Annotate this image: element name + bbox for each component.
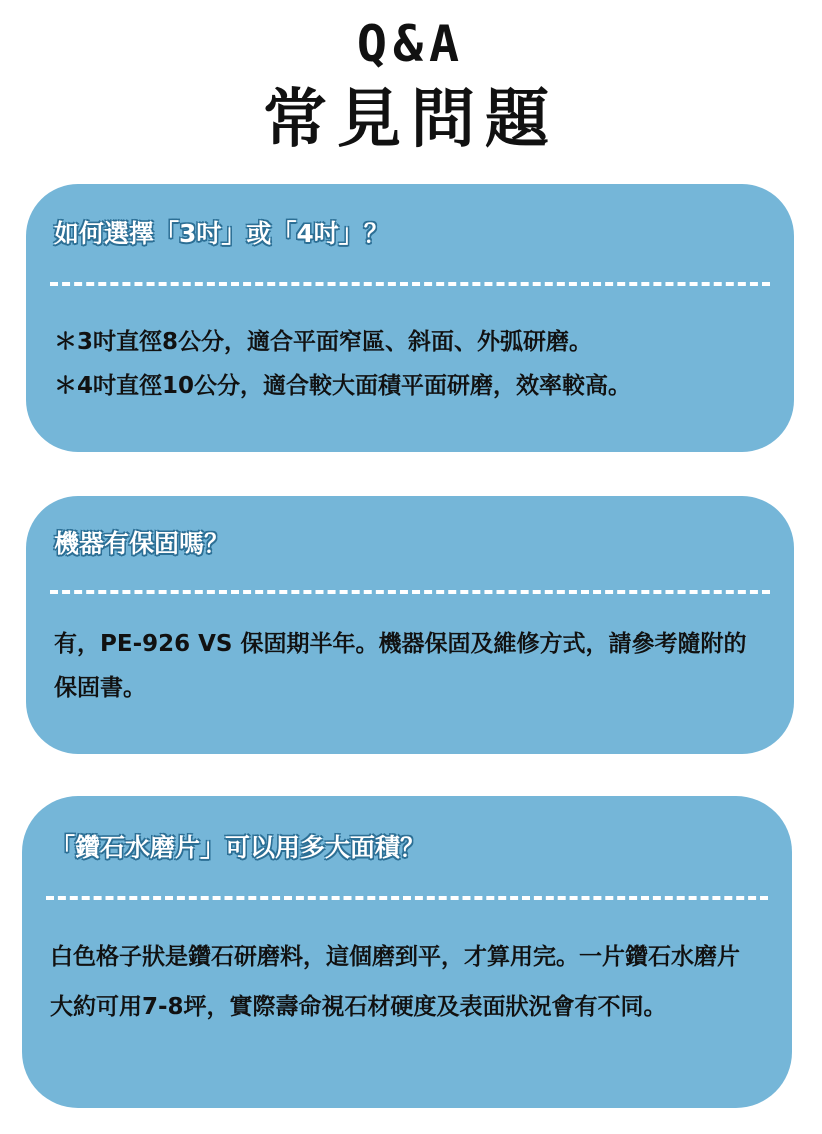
faq-card <box>26 496 794 754</box>
dashed-divider <box>50 590 770 594</box>
faq-question: 機器有保固嗎？ <box>54 529 230 558</box>
dashed-divider <box>50 282 770 286</box>
faq-answer-line: ＊4吋直徑10公分，適合較大面積平面研磨，效率較高。 <box>54 373 632 399</box>
faq-answer <box>54 320 764 408</box>
faq-card <box>26 184 794 452</box>
faq-question: 如何選擇「3吋」或「4吋」？ <box>54 219 389 248</box>
dashed-divider <box>46 896 768 900</box>
page-title: 常見問題 <box>263 83 559 157</box>
faq-card <box>22 796 792 1108</box>
faq-answer-line: ＊3吋直徑8公分，適合平面窄區、斜面、外弧研磨。 <box>54 329 593 355</box>
page-title-english: Q&A <box>356 15 466 73</box>
faq-answer: 有，PE-926 VS 保固期半年。機器保固及維修方式，請參考隨附的保固書。 <box>54 631 747 701</box>
faq-answer: 白色格子狀是鑽石研磨料，這個磨到平，才算用完。一片鑽石水磨片大約可用7-8坪，實際壽命視石材硬度及表面狀況會有不同。 <box>50 944 740 1020</box>
faq-question: 「鑽石水磨片」可以用多大面積？ <box>50 833 426 862</box>
